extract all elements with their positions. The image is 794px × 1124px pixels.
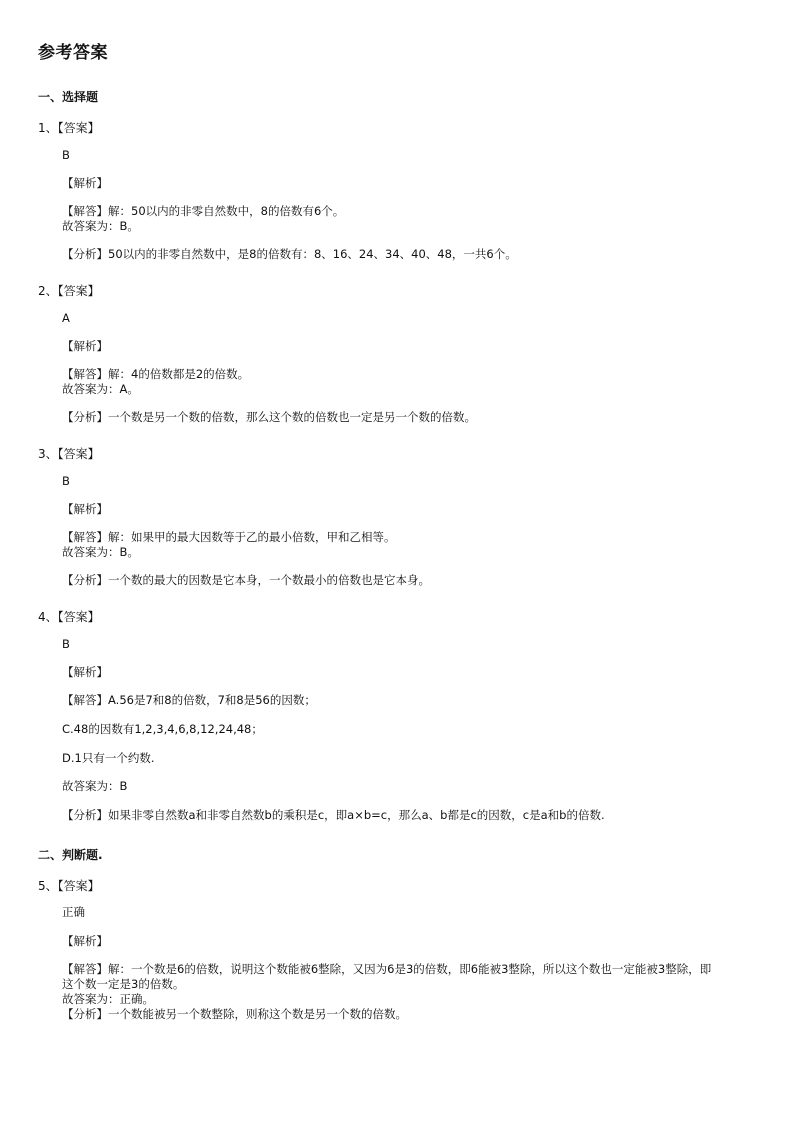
question-2-answer: A [62, 311, 70, 325]
section-heading-judgment: 二、判断题. [38, 848, 103, 862]
question-1-conclusion: 故答案为：B。 [62, 219, 139, 233]
question-3-solution: 【解答】解：如果甲的最大因数等于乙的最小倍数，甲和乙相等。 [62, 530, 396, 544]
question-2-conclusion: 故答案为：A。 [62, 382, 139, 396]
question-1-solution: 【解答】解：50以内的非零自然数中，8的倍数有6个。 [62, 204, 345, 218]
question-3-conclusion: 故答案为：B。 [62, 545, 139, 559]
question-4-analysis-label: 【解析】 [62, 665, 108, 679]
question-4-option-d: D.1只有一个约数. [62, 751, 155, 765]
question-5-conclusion: 故答案为：正确。 [62, 992, 154, 1006]
question-4-conclusion: 故答案为：B [62, 779, 128, 793]
question-1-analysis-label: 【解析】 [62, 176, 108, 190]
question-1-label: 1、【答案】 [38, 121, 100, 135]
question-2-label: 2、【答案】 [38, 284, 100, 298]
question-5-analysis-label: 【解析】 [62, 934, 108, 948]
question-3-label: 3、【答案】 [38, 447, 100, 461]
question-4-option-c: C.48的因数有1,2,3,4,6,8,12,24,48； [62, 722, 263, 736]
question-1-reasoning: 【分析】50以内的非零自然数中，是8的倍数有：8、16、24、34、40、48，一共6个。 [62, 247, 517, 261]
question-5-solution: 【解答】解：一个数是6的倍数，说明这个数能被6整除，又因为6是3的倍数，即6能被3整除，所以这个数也一定能被3整除，即这个数一定是3的倍数。 [62, 962, 712, 991]
question-1-answer: B [62, 148, 70, 162]
question-5-answer: 正确 [62, 905, 85, 919]
question-4-answer: B [62, 637, 70, 651]
question-4-solution: 【解答】A.56是7和8的倍数，7和8是56的因数； [62, 693, 316, 707]
question-2-analysis-label: 【解析】 [62, 339, 108, 353]
question-3-reasoning: 【分析】一个数的最大的因数是它本身，一个数最小的倍数也是它本身。 [62, 573, 430, 587]
page-title: 参考答案 [38, 43, 108, 63]
question-2-reasoning: 【分析】一个数是另一个数的倍数，那么这个数的倍数也一定是另一个数的倍数。 [62, 410, 476, 424]
question-5-label: 5、【答案】 [38, 879, 100, 893]
section-heading-choice: 一、选择题 [38, 90, 99, 104]
question-5-reasoning: 【分析】一个数能被另一个数整除，则称这个数是另一个数的倍数。 [62, 1007, 407, 1021]
question-4-label: 4、【答案】 [38, 610, 100, 624]
question-2-solution: 【解答】解：4的倍数都是2的倍数。 [62, 367, 250, 381]
question-3-analysis-label: 【解析】 [62, 502, 108, 516]
question-3-answer: B [62, 474, 70, 488]
question-4-reasoning: 【分析】如果非零自然数a和非零自然数b的乘积是c，即a×b=c，那么a、b都是c的因数，c是a和b的倍数. [62, 808, 605, 822]
